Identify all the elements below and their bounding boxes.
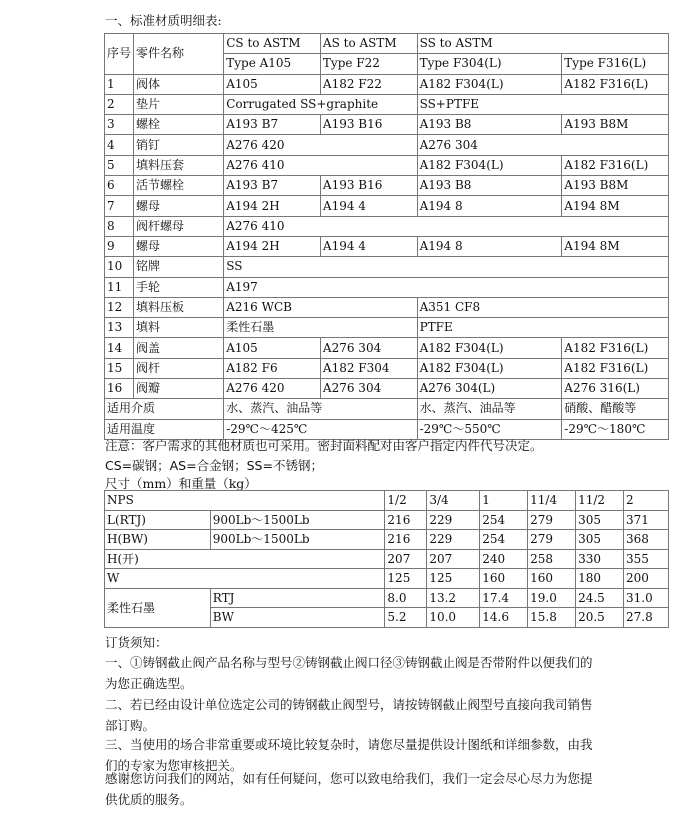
table-row <box>105 115 669 135</box>
dimension-title: 尺寸（mm）和重量（kg） <box>105 476 257 491</box>
material-cell: A105 <box>224 338 321 358</box>
value-cell: 27.8 <box>624 608 669 628</box>
material-cell: A193 B7 <box>224 176 321 196</box>
table-row <box>105 176 669 196</box>
material-cell: A194 2H <box>224 236 321 256</box>
material-cell: A182 F304(L) <box>417 155 562 175</box>
table-row <box>105 549 669 569</box>
material-cell: A182 F22 <box>320 74 417 94</box>
row-label: 适用介质 <box>105 399 224 419</box>
row-sublabel: 900Lb～1500Lb <box>210 530 385 550</box>
size-cell: 1 <box>480 491 528 511</box>
ordering-paragraph-2: 二、若已经由设计单位选定公司的铸钢截止阀型号，请按铸钢截止阀型号直接向我司销售部订购。 <box>105 697 593 733</box>
header-cell: Type F316(L) <box>562 54 669 74</box>
row-number: 15 <box>105 358 134 378</box>
part-name: 铭牌 <box>134 257 224 277</box>
material-cell: A182 F316(L) <box>562 155 669 175</box>
row-number: 6 <box>105 176 134 196</box>
ordering-title: 订货须知： <box>105 635 168 650</box>
row-number: 3 <box>105 115 134 135</box>
row-number: 9 <box>105 236 134 256</box>
value-cell: 240 <box>480 549 528 569</box>
row-label: H(BW) <box>105 530 211 550</box>
part-name: 螺栓 <box>134 115 224 135</box>
value-cell: 13.2 <box>427 588 480 608</box>
row-number: 7 <box>105 196 134 216</box>
table-row <box>105 196 669 216</box>
table-row <box>105 297 669 317</box>
value-cell: 5.2 <box>385 608 427 628</box>
row-number: 10 <box>105 257 134 277</box>
material-cell: A193 B8M <box>562 115 669 135</box>
material-cell: A182 F6 <box>224 358 321 378</box>
part-name: 手轮 <box>134 277 224 297</box>
header-cell: Type F22 <box>320 54 417 74</box>
value-cell: 15.8 <box>528 608 576 628</box>
row-number: 8 <box>105 216 134 236</box>
value-cell: 229 <box>427 530 480 550</box>
table-row <box>105 74 669 94</box>
size-cell: 11/4 <box>528 491 576 511</box>
row-number: 16 <box>105 379 134 399</box>
material-header-row <box>105 34 669 54</box>
row-number: 14 <box>105 338 134 358</box>
material-cell: A194 4 <box>320 196 417 216</box>
material-cell: A193 B16 <box>320 115 417 135</box>
part-name: 填料压套 <box>134 155 224 175</box>
table-row <box>105 94 669 114</box>
table-row <box>105 338 669 358</box>
table-row <box>105 135 669 155</box>
part-name: 活节螺栓 <box>134 176 224 196</box>
material-cell: A194 8M <box>562 236 669 256</box>
material-cell: -29℃～550℃ <box>417 419 562 439</box>
material-cell: -29℃～180℃ <box>562 419 669 439</box>
ordering-paragraph-1: 一、①铸钢截止阀产品名称与型号②铸钢截止阀口径③铸钢截止阀是否带附件以便我们的为您正确选型。 <box>105 655 593 691</box>
material-cell: SS+PTFE <box>417 94 668 114</box>
row-label: L(RTJ) <box>105 510 211 530</box>
table-row <box>105 569 669 589</box>
value-cell: 355 <box>624 549 669 569</box>
table-row <box>105 257 669 277</box>
part-name: 垫片 <box>134 94 224 114</box>
value-cell: 10.0 <box>427 608 480 628</box>
material-cell: A276 410 <box>224 216 669 236</box>
material-cell: A194 8 <box>417 196 562 216</box>
row-number: 2 <box>105 94 134 114</box>
value-cell: 368 <box>624 530 669 550</box>
value-cell: 279 <box>528 510 576 530</box>
material-cell: A276 304(L) <box>417 379 562 399</box>
value-cell: 207 <box>385 549 427 569</box>
header-cell: Type A105 <box>224 54 321 74</box>
part-name: 阀瓣 <box>134 379 224 399</box>
material-cell: A182 F304(L) <box>417 74 562 94</box>
part-name: 螺母 <box>134 196 224 216</box>
table-row <box>105 216 669 236</box>
row-label: 适用温度 <box>105 419 224 439</box>
value-cell: 254 <box>480 510 528 530</box>
value-cell: 200 <box>624 569 669 589</box>
value-cell: 125 <box>385 569 427 589</box>
material-cell: -29℃～425℃ <box>224 419 417 439</box>
material-cell: 柔性石墨 <box>224 318 417 338</box>
material-cell: A197 <box>224 277 669 297</box>
table-row-medium <box>105 399 669 419</box>
part-name: 螺母 <box>134 236 224 256</box>
material-cell: A105 <box>224 74 321 94</box>
part-name: 阀杆螺母 <box>134 216 224 236</box>
header-cell: Type F304(L) <box>417 54 562 74</box>
header-cell: SS to ASTM <box>417 34 668 54</box>
value-cell: 17.4 <box>480 588 528 608</box>
material-table <box>104 33 669 440</box>
value-cell: 8.0 <box>385 588 427 608</box>
material-cell: A193 B16 <box>320 176 417 196</box>
value-cell: 160 <box>528 569 576 589</box>
row-label: NPS <box>105 491 385 511</box>
row-number: 4 <box>105 135 134 155</box>
row-sublabel: 900Lb～1500Lb <box>210 510 385 530</box>
material-cell: A193 B8M <box>562 176 669 196</box>
row-number: 12 <box>105 297 134 317</box>
material-cell: A351 CF8 <box>417 297 668 317</box>
value-cell: 305 <box>576 510 624 530</box>
table-row <box>105 588 669 608</box>
header-cell: 零件名称 <box>134 34 224 75</box>
table-row <box>105 277 669 297</box>
part-name: 销钉 <box>134 135 224 155</box>
material-cell: A182 F304 <box>320 358 417 378</box>
part-name: 阀体 <box>134 74 224 94</box>
table-row <box>105 155 669 175</box>
value-cell: 19.0 <box>528 588 576 608</box>
row-sublabel: BW <box>210 608 385 628</box>
material-cell: A182 F316(L) <box>562 358 669 378</box>
size-cell: 3/4 <box>427 491 480 511</box>
row-number: 5 <box>105 155 134 175</box>
material-cell: 水、蒸汽、油品等 <box>224 399 417 419</box>
value-cell: 180 <box>576 569 624 589</box>
value-cell: 229 <box>427 510 480 530</box>
material-cell: A276 410 <box>224 155 417 175</box>
material-cell: A182 F316(L) <box>562 338 669 358</box>
table-row <box>105 510 669 530</box>
value-cell: 14.6 <box>480 608 528 628</box>
part-name: 阀杆 <box>134 358 224 378</box>
header-cell: CS to ASTM <box>224 34 321 54</box>
table-row <box>105 358 669 378</box>
value-cell: 305 <box>576 530 624 550</box>
section-title: 一、标准材质明细表: <box>105 13 222 28</box>
material-cell: A193 B8 <box>417 115 562 135</box>
material-cell: A276 304 <box>320 338 417 358</box>
ordering-paragraph-4: 感谢您访问我们的网站，如有任何疑问，您可以致电给我们，我们一定会尽心尽力为您提供优质的服务。 <box>105 771 593 807</box>
row-label: H(开) <box>105 549 385 569</box>
size-cell: 1/2 <box>385 491 427 511</box>
dimension-table <box>104 490 669 628</box>
value-cell: 216 <box>385 530 427 550</box>
material-cell: A194 2H <box>224 196 321 216</box>
value-cell: 254 <box>480 530 528 550</box>
note-abbreviations: CS=碳钢；AS=合金钢；SS=不锈钢； <box>105 458 323 473</box>
value-cell: 371 <box>624 510 669 530</box>
material-cell: A276 420 <box>224 379 321 399</box>
material-cell: PTFE <box>417 318 668 338</box>
note-custom-material: 注意：客户需求的其他材质也可采用。密封面料配对由客户指定内件代号决定。 <box>105 438 543 453</box>
part-name: 填料压板 <box>134 297 224 317</box>
value-cell: 125 <box>427 569 480 589</box>
material-cell: SS <box>224 257 669 277</box>
material-cell: Corrugated SS+graphite <box>224 94 417 114</box>
material-cell: A193 B8 <box>417 176 562 196</box>
value-cell: 330 <box>576 549 624 569</box>
material-cell: A276 316(L) <box>562 379 669 399</box>
material-cell: A276 420 <box>224 135 417 155</box>
value-cell: 24.5 <box>576 588 624 608</box>
table-row <box>105 530 669 550</box>
value-cell: 31.0 <box>624 588 669 608</box>
table-row <box>105 236 669 256</box>
row-label: W <box>105 569 385 589</box>
row-number: 13 <box>105 318 134 338</box>
value-cell: 216 <box>385 510 427 530</box>
size-cell: 2 <box>624 491 669 511</box>
ordering-paragraph-3: 三、当使用的场合非常重要或环境比较复杂时，请您尽量提供设计图纸和详细参数，由我们的专家为您审核把关。 <box>105 737 593 773</box>
material-cell: 硝酸、醋酸等 <box>562 399 669 419</box>
material-cell: A216 WCB <box>224 297 417 317</box>
material-cell: A276 304 <box>320 379 417 399</box>
material-cell: 水、蒸汽、油品等 <box>417 399 562 419</box>
material-cell: A182 F304(L) <box>417 338 562 358</box>
header-cell: AS to ASTM <box>320 34 417 54</box>
table-row <box>105 379 669 399</box>
value-cell: 207 <box>427 549 480 569</box>
row-label: 柔性石墨 <box>105 588 211 627</box>
material-cell: A193 B7 <box>224 115 321 135</box>
material-cell: A182 F304(L) <box>417 358 562 378</box>
header-cell: 序号 <box>105 34 134 75</box>
value-cell: 279 <box>528 530 576 550</box>
value-cell: 20.5 <box>576 608 624 628</box>
table-row <box>105 318 669 338</box>
dimension-header-row <box>105 491 669 511</box>
material-cell: A194 4 <box>320 236 417 256</box>
material-cell: A182 F316(L) <box>562 74 669 94</box>
value-cell: 258 <box>528 549 576 569</box>
material-cell: A194 8 <box>417 236 562 256</box>
material-cell: A194 8M <box>562 196 669 216</box>
size-cell: 11/2 <box>576 491 624 511</box>
row-number: 1 <box>105 74 134 94</box>
material-cell: A276 304 <box>417 135 668 155</box>
part-name: 填料 <box>134 318 224 338</box>
row-number: 11 <box>105 277 134 297</box>
value-cell: 160 <box>480 569 528 589</box>
row-sublabel: RTJ <box>210 588 385 608</box>
part-name: 阀盖 <box>134 338 224 358</box>
